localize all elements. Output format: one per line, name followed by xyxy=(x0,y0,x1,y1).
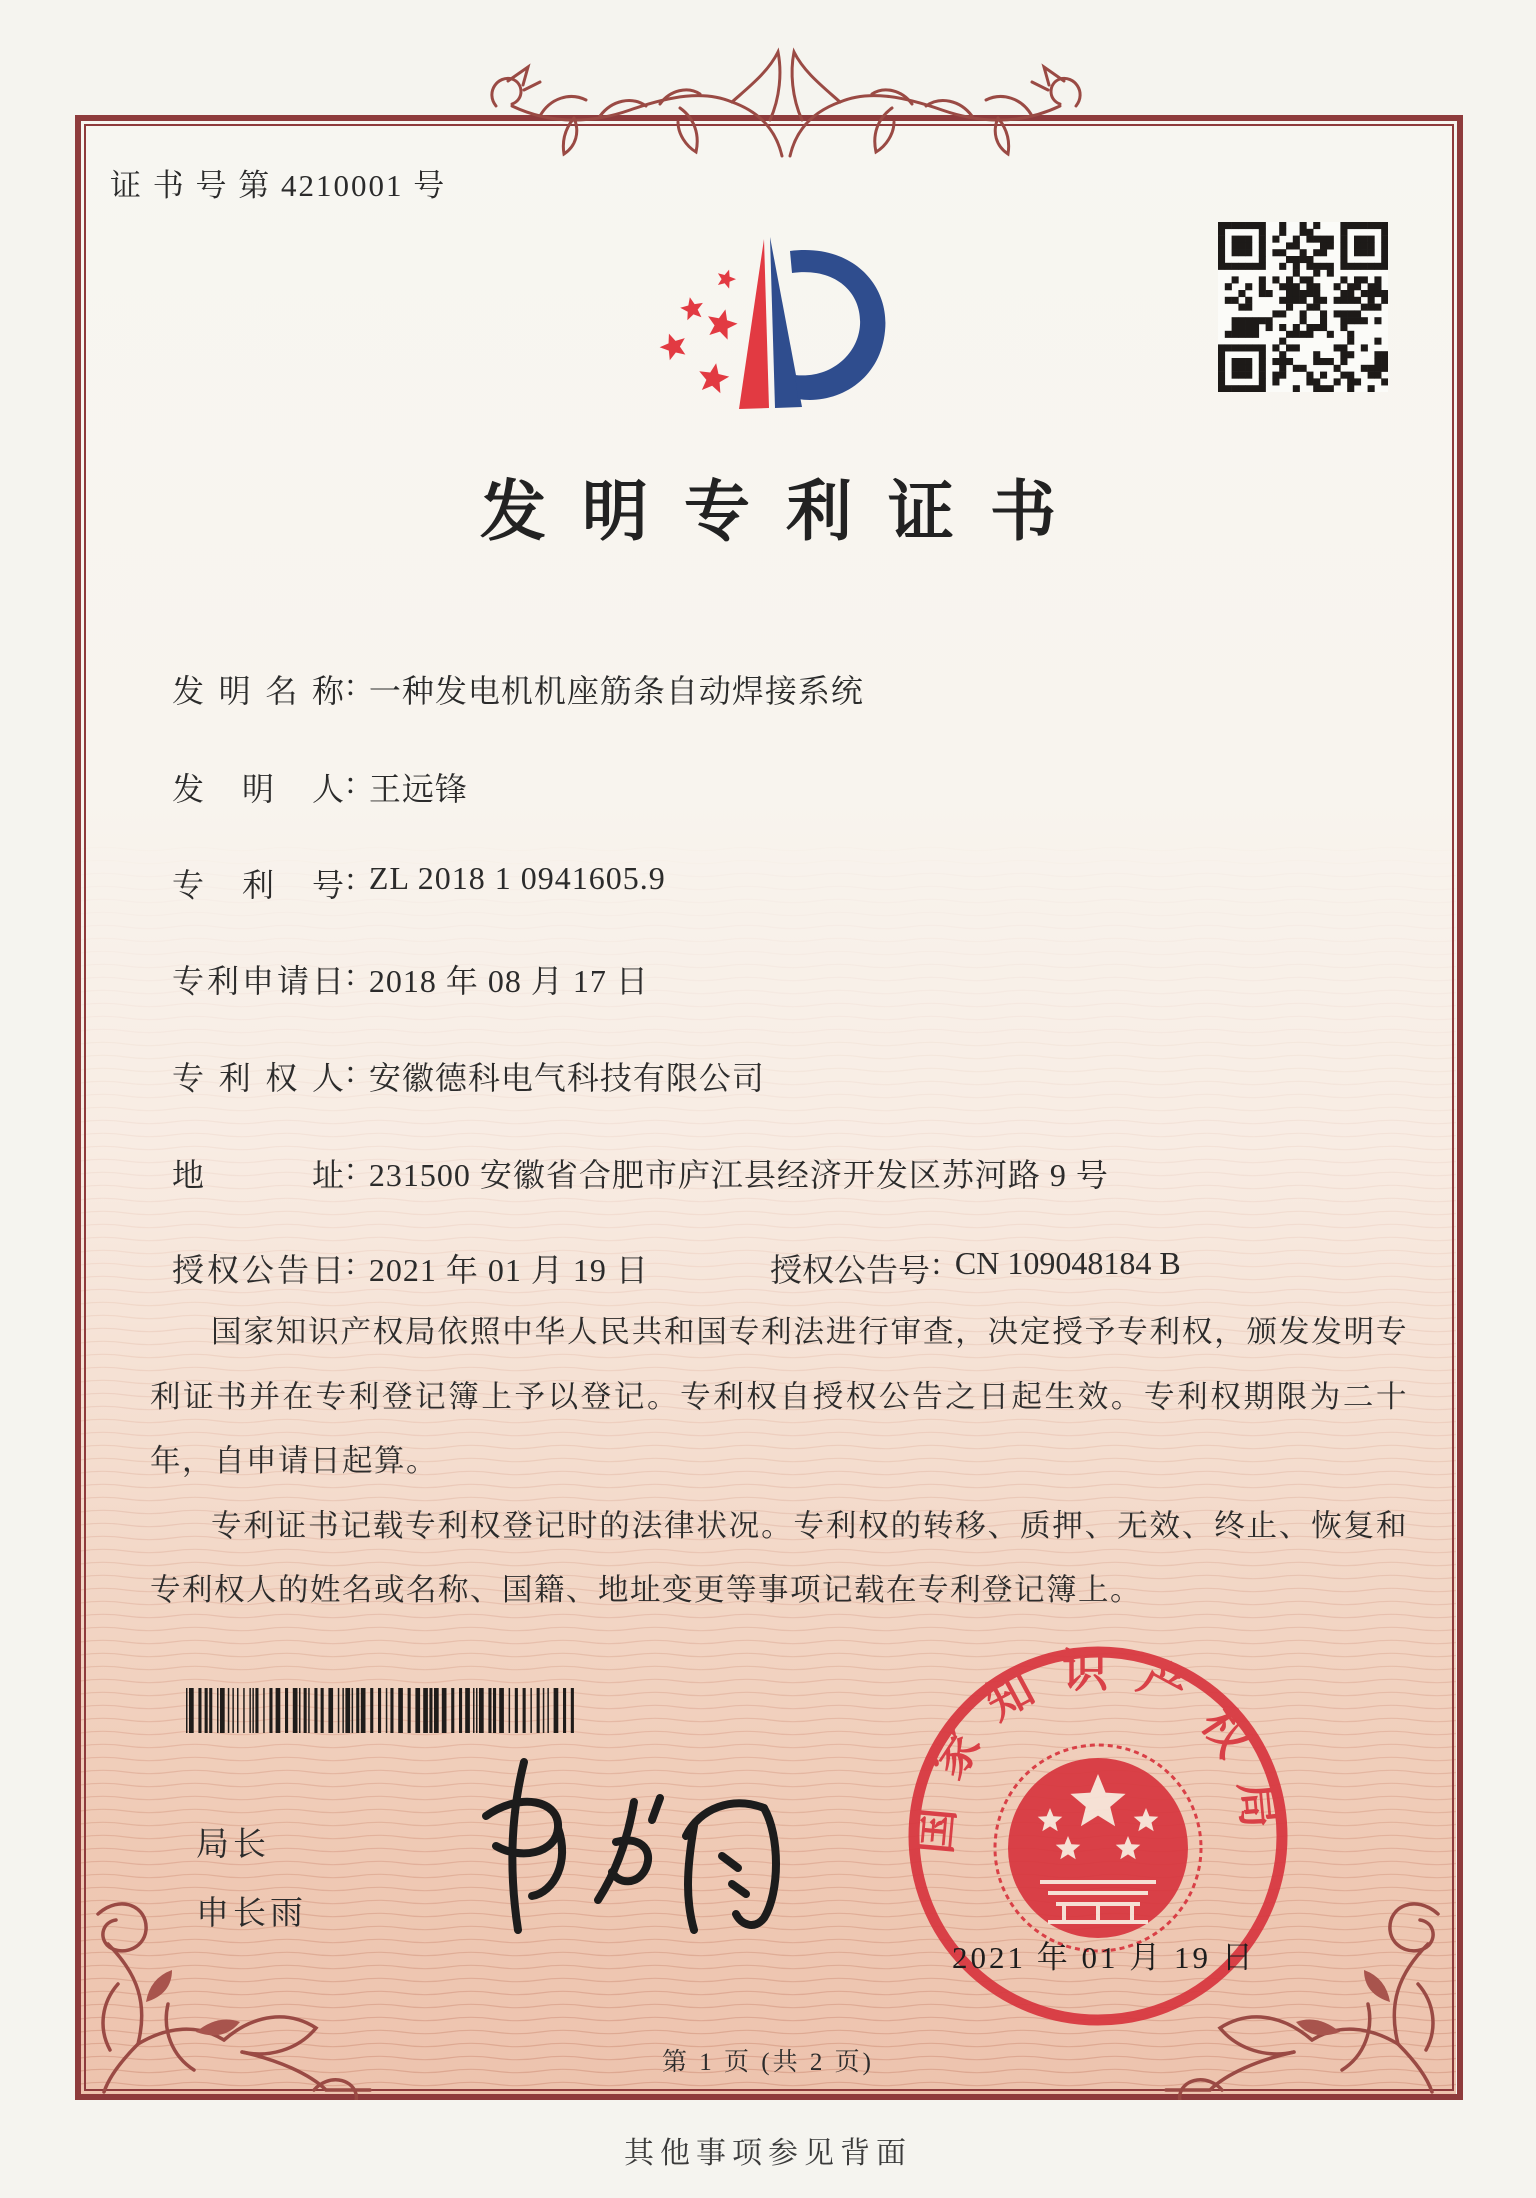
field-value: 王远锋 xyxy=(368,771,468,807)
field-application-date xyxy=(172,956,649,1002)
colon: : xyxy=(346,956,355,992)
field-label: 专利权人 xyxy=(172,1060,344,1096)
field-invention-name xyxy=(172,666,864,712)
director-signature xyxy=(428,1740,788,1945)
field-patentee xyxy=(172,1053,765,1099)
field-value: 一种发电机机座筋条自动焊接系统 xyxy=(368,673,864,709)
field-value: 2021 年 01 月 19 日 xyxy=(368,1252,649,1288)
field-patent-number xyxy=(172,860,666,906)
director-block xyxy=(196,1818,307,1956)
back-side-note: 其他事项参见背面 xyxy=(624,2137,912,2170)
colon: : xyxy=(346,666,355,702)
certificate-number: 证 书 号 第 4210001 号 xyxy=(110,168,447,203)
director-title: 局长 xyxy=(196,1827,270,1863)
qr-code xyxy=(1218,222,1388,392)
colon: : xyxy=(346,1150,355,1186)
field-label: 发明人 xyxy=(172,771,344,807)
field-label: 授权公告号 xyxy=(770,1252,931,1288)
field-label: 授权公告日 xyxy=(172,1252,344,1288)
seal-text: 国家知识产权局 xyxy=(908,1645,1288,1857)
page-number: 第 1 页 (共 2 页) xyxy=(662,2049,874,2076)
colon: : xyxy=(346,1245,355,1281)
field-grant-number xyxy=(770,1245,1181,1291)
field-value: ZL 2018 1 0941605.9 xyxy=(368,860,666,896)
legal-paragraph-2: 专利证书记载专利权登记时的法律状况。专利权的转移、质押、无效、终止、恢复和专利权人的姓名或名称、国籍、地址变更等事项记载在专利登记簿上。 xyxy=(150,1508,1408,1607)
colon: : xyxy=(346,860,355,896)
field-value: 231500 安徽省合肥市庐江县经济开发区苏河路 9 号 xyxy=(368,1157,1109,1193)
colon: : xyxy=(932,1245,941,1281)
colon: : xyxy=(346,764,355,800)
field-grant-date xyxy=(172,1245,649,1291)
field-value: 安徽德科电气科技有限公司 xyxy=(368,1060,765,1096)
field-address xyxy=(172,1150,1109,1196)
field-label: 地址 xyxy=(172,1157,344,1193)
barcode xyxy=(186,1688,579,1733)
field-label: 专利申请日 xyxy=(172,963,344,999)
seal-date: 2021 年 01 月 19 日 xyxy=(952,1940,1256,1975)
director-name: 申长雨 xyxy=(196,1896,307,1932)
field-label: 发明名称 xyxy=(172,673,344,709)
legal-paragraph-1: 国家知识产权局依照中华人民共和国专利法进行审查，决定授予专利权，颁发发明专利证书并在专利登记簿上予以登记。专利权自授权公告之日起生效。专利权期限为二十年，自申请日起算。 xyxy=(150,1315,1408,1478)
cnipa-logo xyxy=(640,205,890,440)
field-inventor xyxy=(172,764,468,810)
colon: : xyxy=(346,1053,355,1089)
legal-text xyxy=(150,1300,1408,1623)
field-label: 专利号 xyxy=(172,867,344,903)
field-value: 2018 年 08 月 17 日 xyxy=(368,963,649,999)
certificate-title: 发明专利证书 xyxy=(480,476,1092,549)
field-value: CN 109048184 B xyxy=(954,1245,1181,1281)
